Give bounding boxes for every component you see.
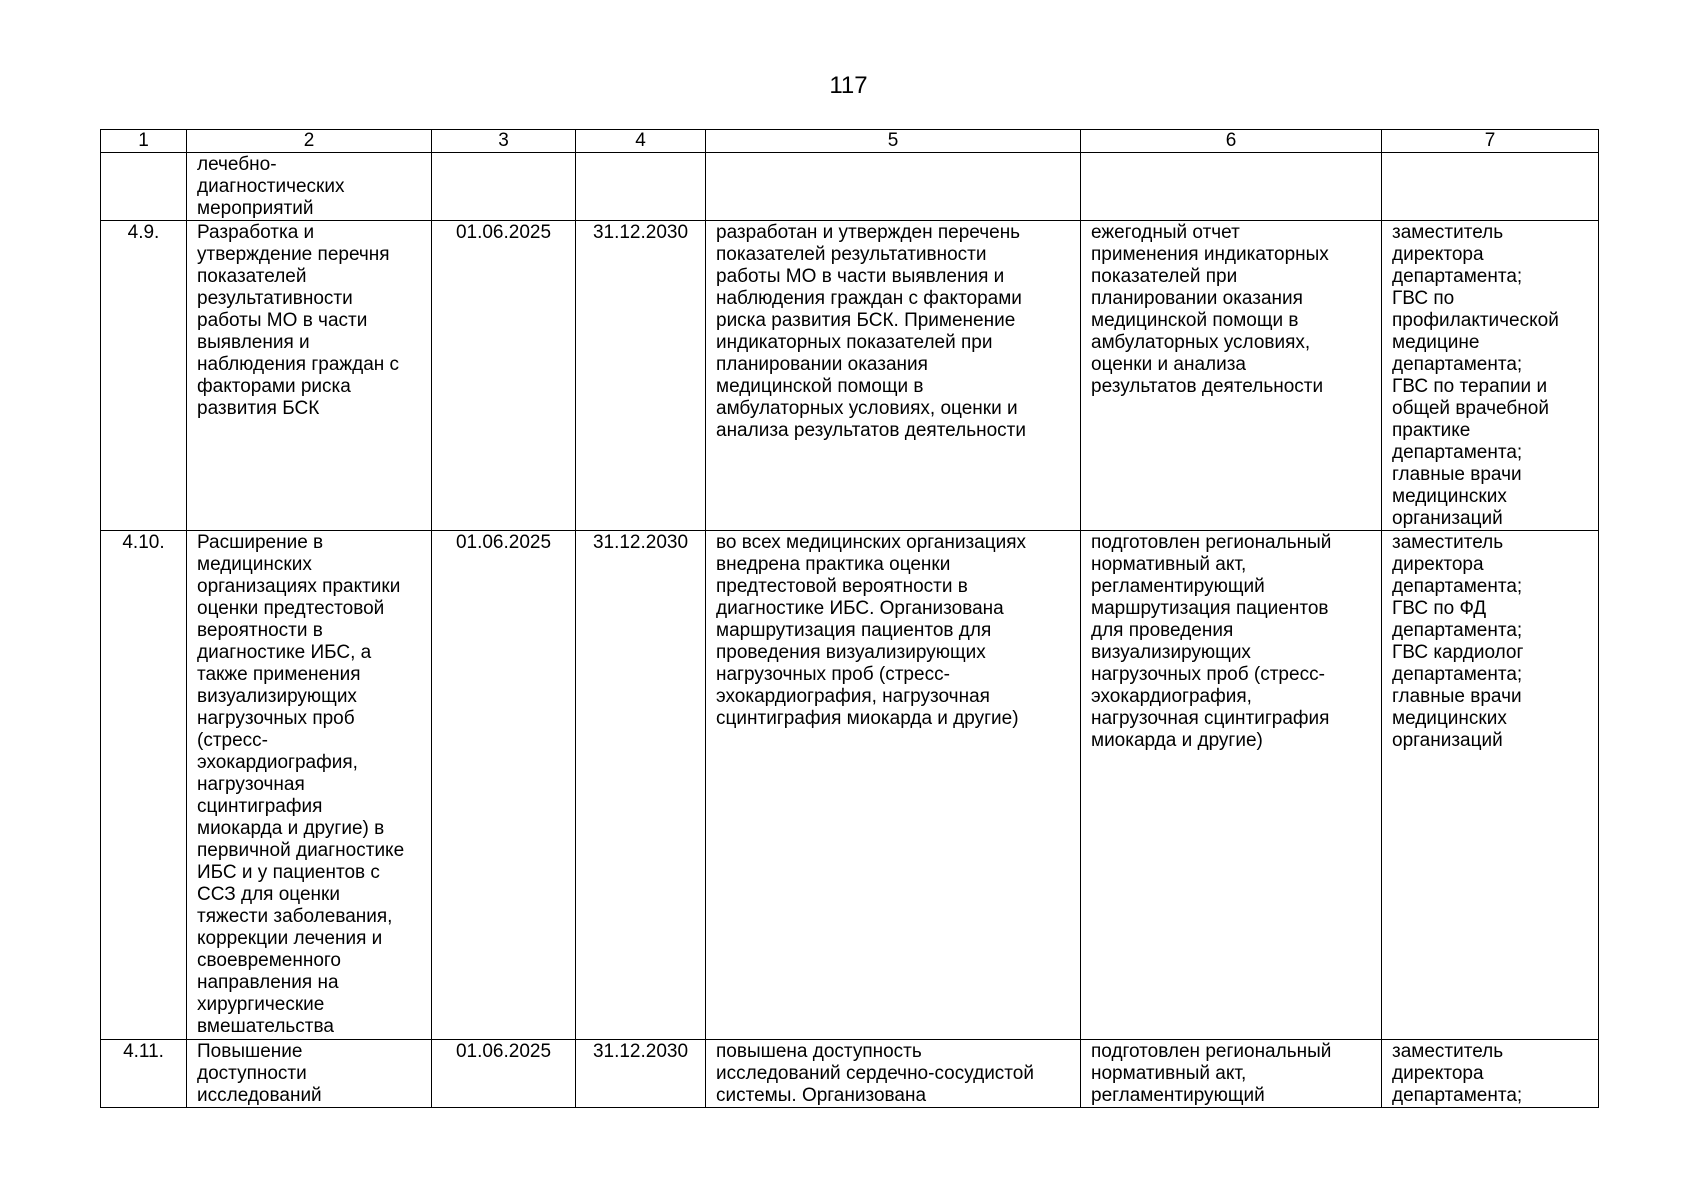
table-row: [101, 221, 1599, 531]
table-row: [101, 531, 1599, 1040]
column-header: 1: [101, 130, 187, 153]
control-indicator: подготовлен региональный нормативный акт, регламентирующий маршрутизация пациентов для проведения визуализирующих нагрузочных проб (стресс- эхокардиография, нагрузочная сцинтиграфия миокарда и другие): [1081, 531, 1382, 1040]
row-number: 4.11.: [101, 1040, 187, 1108]
page-number: 117: [829, 72, 868, 99]
column-header: 4: [576, 130, 706, 153]
end-date: 31.12.2030: [576, 1040, 706, 1108]
responsible: заместитель директора департамента; ГВС по ФД департамента; ГВС кардиолог департамента; главные врачи медицинских организаций: [1382, 531, 1599, 1040]
column-header: 5: [706, 130, 1081, 153]
row-number: 4.9.: [101, 221, 187, 531]
expected-result: разработан и утвержден перечень показателей результативности работы МО в части выявления и наблюдения граждан с факторами риска развития БСК. Применение индикаторных показателей при планировании оказания медицинской помощи в амбулаторных условиях, оценки и анализа результатов деятельности: [706, 221, 1081, 531]
table-row: [101, 1040, 1599, 1108]
start-date: 01.06.2025: [432, 1040, 576, 1108]
row-number: 4.10.: [101, 531, 187, 1040]
row-number: [101, 153, 187, 221]
expected-result: [706, 153, 1081, 221]
table-header-row: [101, 130, 1599, 153]
expected-result: во всех медицинских организациях внедрена практика оценки предтестовой вероятности в диагностике ИБС. Организована маршрутизация пациентов для проведения визуализирующих нагрузочных проб (стресс- эхокардиография, нагрузочная сцинтиграфия миокарда и другие): [706, 531, 1081, 1040]
activity-name: Расширение в медицинских организациях практики оценки предтестовой вероятности в диагностике ИБС, а также применения визуализирующих нагрузочных проб (стресс- эхокардиография, нагрузочная сцинтиграфия миокарда и другие) в первичной диагностике ИБС и у пациентов с ССЗ для оценки тяжести заболевания, коррекции лечения и своевременного направления на хирургические вмешательства: [187, 531, 432, 1040]
control-indicator: [1081, 153, 1382, 221]
column-header: 2: [187, 130, 432, 153]
start-date: [432, 153, 576, 221]
activity-name: лечебно- диагностических мероприятий: [187, 153, 432, 221]
column-header: 6: [1081, 130, 1382, 153]
end-date: 31.12.2030: [576, 531, 706, 1040]
control-indicator: подготовлен региональный нормативный акт, регламентирующий: [1081, 1040, 1382, 1108]
plan-table: [100, 129, 1599, 1108]
column-header: 7: [1382, 130, 1599, 153]
activity-name: Повышение доступности исследований: [187, 1040, 432, 1108]
end-date: 31.12.2030: [576, 221, 706, 531]
control-indicator: ежегодный отчет применения индикаторных показателей при планировании оказания медицинской помощи в амбулаторных условиях, оценки и анализа результатов деятельности: [1081, 221, 1382, 531]
column-header: 3: [432, 130, 576, 153]
start-date: 01.06.2025: [432, 221, 576, 531]
responsible: [1382, 153, 1599, 221]
responsible: заместитель директора департамента; ГВС по профилактической медицине департамента; ГВС по терапии и общей врачебной практике департамента; главные врачи медицинских организаций: [1382, 221, 1599, 531]
end-date: [576, 153, 706, 221]
activity-name: Разработка и утверждение перечня показателей результативности работы МО в части выявления и наблюдения граждан с факторами риска развития БСК: [187, 221, 432, 531]
responsible: заместитель директора департамента;: [1382, 1040, 1599, 1108]
table-row: [101, 153, 1599, 221]
start-date: 01.06.2025: [432, 531, 576, 1040]
expected-result: повышена доступность исследований сердечно-сосудистой системы. Организована: [706, 1040, 1081, 1108]
